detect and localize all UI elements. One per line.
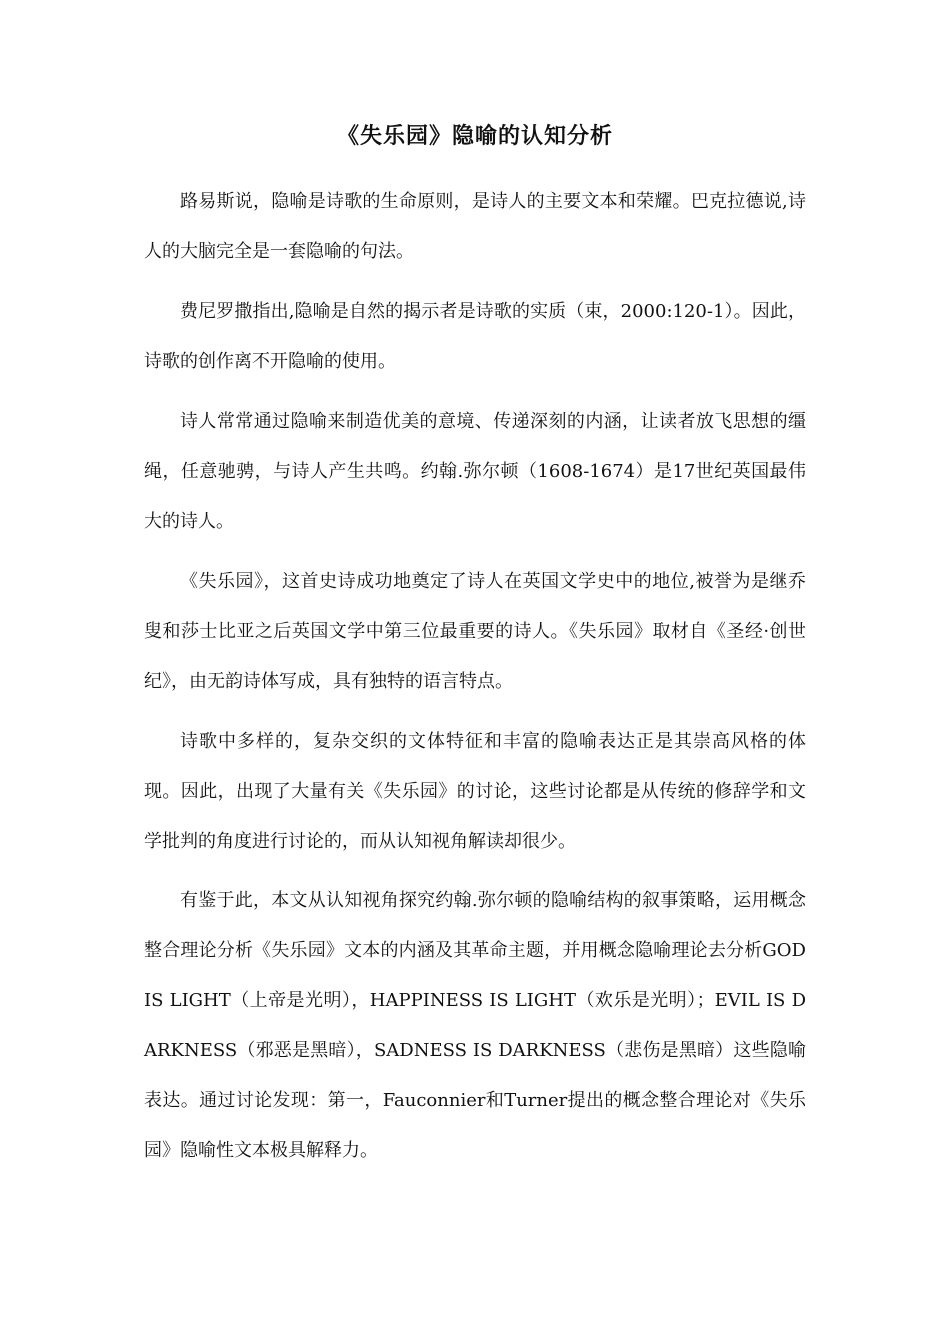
paragraph-2: 费尼罗撒指出,隐喻是自然的揭示者是诗歌的实质（束，2000:120-1）。因此，诗歌的创作离不开隐喻的使用。: [144, 301, 806, 372]
paragraph-4: 《失乐园》，这首史诗成功地奠定了诗人在英国文学史中的地位,被誉为是继乔叟和莎士比亚之后英国文学中第三位最重要的诗人。《失乐园》取材自《圣经·创世纪》，由无韵诗体写成，具有独特的语言特点。: [144, 571, 806, 692]
paragraph-3: 诗人常常通过隐喻来制造优美的意境、传递深刻的内涵，让读者放飞思想的缰绳，任意驰骋，与诗人产生共鸣。约翰.弥尔顿（1608-1674）是17世纪英国最伟大的诗人。: [144, 411, 806, 532]
paragraph-6: 有鉴于此，本文从认知视角探究约翰.弥尔顿的隐喻结构的叙事策略，运用概念整合理论分析《失乐园》文本的内涵及其革命主题，并用概念隐喻理论去分析GOD IS LIGHT（上帝是光明），HAPPINESS IS LIGHT（欢乐是光明）；EVIL IS DARKNESS（邪恶是黑暗），SADNESS IS DARKNESS（悲伤是黑暗）这些隐喻表达。通过讨论发现：第一，Fauconnier和Turner提出的概念整合理论对《失乐园》隐喻性文本极具解释力。: [144, 890, 806, 1161]
paragraph-1: 路易斯说，隐喻是诗歌的生命原则，是诗人的主要文本和荣耀。巴克拉德说,诗人的大脑完全是一套隐喻的句法。: [144, 191, 806, 262]
paragraph-5: 诗歌中多样的，复杂交织的文体特征和丰富的隐喻表达正是其崇高风格的体现。因此，出现了大量有关《失乐园》的讨论，这些讨论都是从传统的修辞学和文学批判的角度进行讨论的，而从认知视角解读却很少。: [144, 731, 806, 852]
document-title: 《失乐园》隐喻的认知分析: [336, 124, 613, 149]
